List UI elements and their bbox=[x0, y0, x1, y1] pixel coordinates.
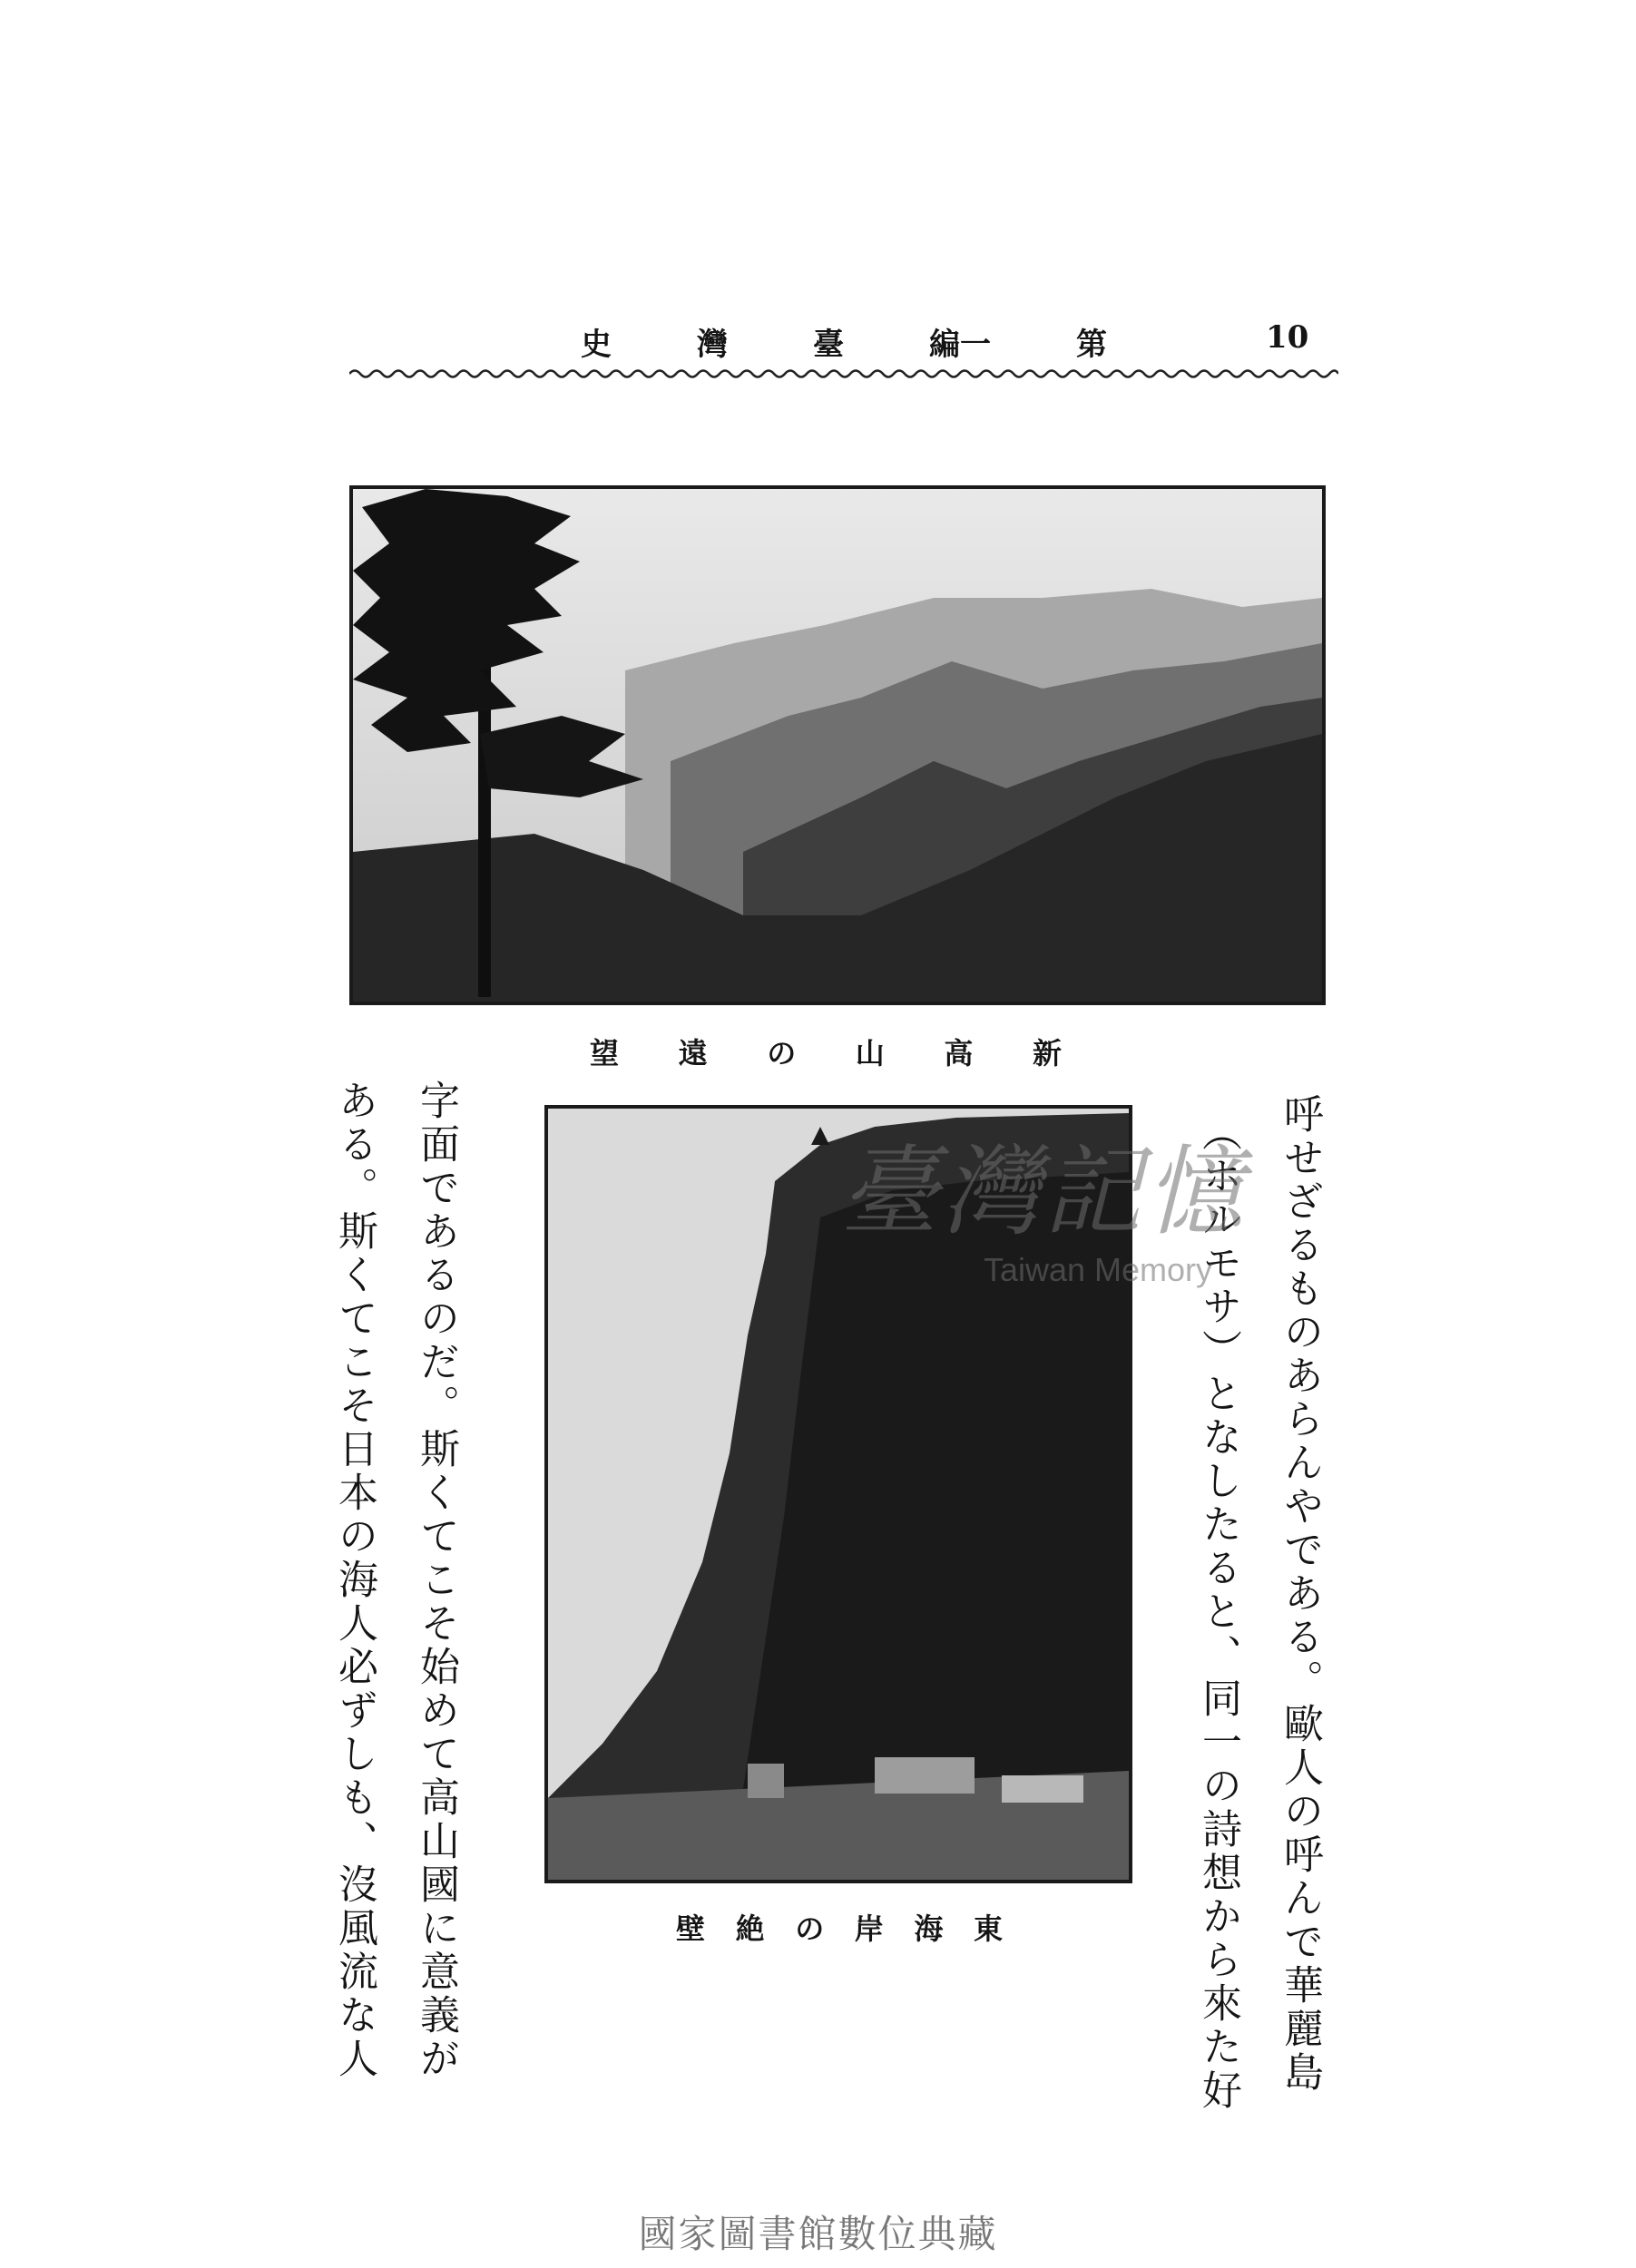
watermark-logo-text: 臺灣記憶 bbox=[839, 1136, 1247, 1249]
caption-char: の bbox=[767, 1036, 797, 1070]
caption-char: 山 bbox=[855, 1036, 885, 1070]
mountain-photo bbox=[349, 485, 1326, 1005]
header-char: 第 bbox=[1076, 326, 1107, 363]
caption-char: 遠 bbox=[678, 1036, 708, 1070]
body-column-right-1: 呼せざるものあらんやである。歐人の呼んで華麗島 bbox=[1277, 1093, 1323, 2095]
body-column-left-2: ある。斯くてこそ日本の海人必ずしも、沒風流な人 bbox=[331, 1080, 377, 2081]
caption-char: の bbox=[795, 1911, 825, 1946]
mountain-photo-caption bbox=[590, 1030, 1062, 1073]
caption-char: 高 bbox=[944, 1036, 974, 1070]
caption-char: 絶 bbox=[735, 1911, 765, 1946]
archive-footer: 國家圖書館數位典藏 bbox=[638, 2212, 998, 2256]
body-column-left-1: 字面であるのだ。斯くてこそ始めて高山國に意義が bbox=[413, 1080, 459, 2081]
caption-char: 東 bbox=[973, 1911, 1003, 1946]
header-char: 灣 bbox=[697, 326, 728, 363]
header-char: 史 bbox=[581, 326, 612, 363]
watermark-logo-subtext: Taiwan Memory bbox=[983, 1251, 1213, 1288]
page-number: 10 bbox=[1266, 319, 1309, 356]
caption-char: 岸 bbox=[854, 1911, 884, 1946]
header-char: 臺 bbox=[813, 326, 844, 363]
running-header-title bbox=[581, 318, 1107, 365]
wavy-header-rule bbox=[349, 366, 1338, 382]
taiwan-memory-watermark bbox=[798, 1134, 1288, 1297]
header-char: 編一 bbox=[929, 326, 991, 363]
caption-char: 望 bbox=[590, 1036, 620, 1070]
body-column-right-2: （ホルモサ）となしたると、同一の詩想から來た好 bbox=[1195, 1111, 1241, 2113]
caption-char: 新 bbox=[1032, 1036, 1062, 1070]
cliff-photo-caption bbox=[676, 1905, 1003, 1949]
caption-char: 海 bbox=[914, 1911, 944, 1946]
caption-char: 壁 bbox=[676, 1911, 706, 1946]
